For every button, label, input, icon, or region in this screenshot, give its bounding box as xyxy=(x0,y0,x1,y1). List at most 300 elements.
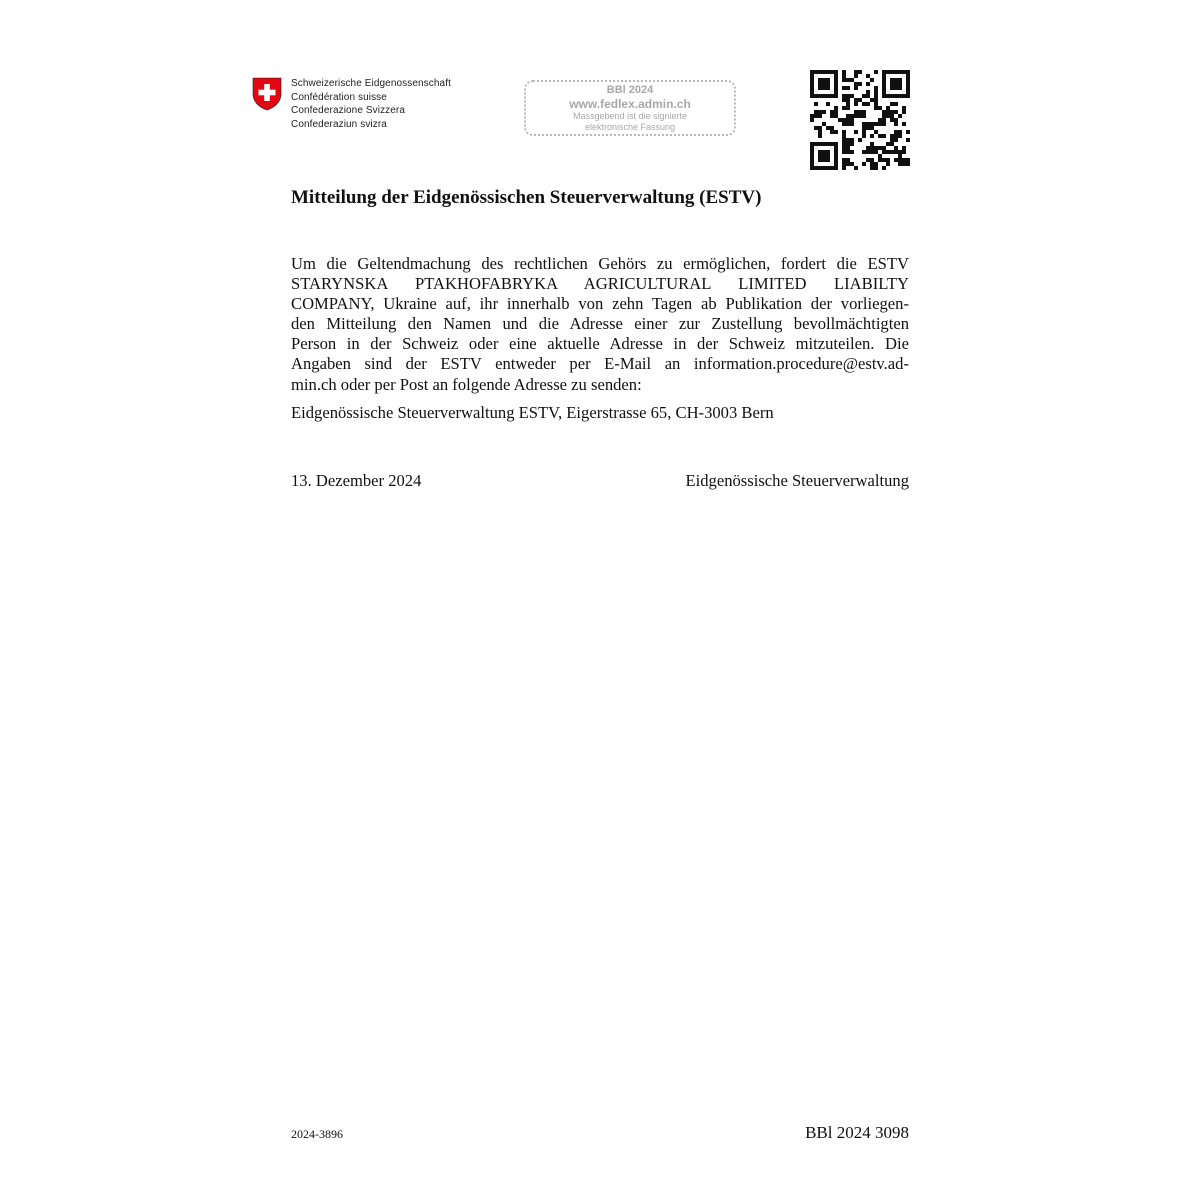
qr-module xyxy=(830,110,834,114)
qr-module xyxy=(898,150,902,154)
signing-authority: Eidgenössische Steuerverwaltung xyxy=(685,471,909,490)
qr-module xyxy=(858,110,862,114)
qr-module xyxy=(858,114,862,118)
qr-module xyxy=(886,106,890,110)
qr-module xyxy=(890,118,894,122)
qr-module xyxy=(854,102,858,106)
qr-module xyxy=(858,70,862,74)
qr-module xyxy=(818,142,822,146)
qr-module xyxy=(882,78,886,82)
qr-module xyxy=(834,158,838,162)
confederation-name-fr: Confédération suisse xyxy=(291,91,387,103)
qr-module xyxy=(858,138,862,142)
postal-address: Eidgenössische Steuerverwaltung ESTV, Eigerstrasse 65, CH-3003 Bern xyxy=(291,403,774,422)
bbl-reference: BBl 2024 3098 xyxy=(805,1123,909,1142)
qr-module xyxy=(902,158,906,162)
qr-module xyxy=(862,94,866,98)
qr-module xyxy=(854,114,858,118)
qr-module xyxy=(826,82,830,86)
qr-module xyxy=(826,166,830,170)
page-title: Mitteilung der Eidgenössischen Steuerverwaltung (ESTV) xyxy=(291,187,762,208)
qr-code-icon xyxy=(810,70,910,170)
qr-module xyxy=(886,150,890,154)
qr-module xyxy=(894,146,898,150)
qr-module xyxy=(906,162,910,166)
qr-module xyxy=(882,94,886,98)
qr-module xyxy=(890,78,894,82)
qr-module xyxy=(810,158,814,162)
qr-module xyxy=(870,158,874,162)
qr-module xyxy=(814,94,818,98)
body-line: STARYNSKA PTAKHOFABRYKA AGRICULTURAL LIMITED LIABILTY xyxy=(291,274,909,294)
qr-module xyxy=(826,70,830,74)
qr-module xyxy=(874,106,878,110)
qr-module xyxy=(822,86,826,90)
qr-module xyxy=(846,78,850,82)
body-line: Um die Geltendmachung des rechtlichen Gehörs zu ermöglichen, fordert die ESTV xyxy=(291,254,909,273)
qr-module xyxy=(834,82,838,86)
qr-module xyxy=(862,102,866,106)
qr-module xyxy=(818,158,822,162)
qr-module xyxy=(834,90,838,94)
qr-module xyxy=(842,142,846,146)
qr-module xyxy=(846,162,850,166)
qr-module xyxy=(822,70,826,74)
qr-module xyxy=(810,118,814,122)
qr-module xyxy=(818,126,822,130)
qr-module xyxy=(842,138,846,142)
qr-module xyxy=(810,90,814,94)
qr-module xyxy=(886,142,890,146)
qr-module xyxy=(822,78,826,82)
qr-module xyxy=(890,102,894,106)
qr-module xyxy=(822,154,826,158)
qr-module xyxy=(874,122,878,126)
qr-module xyxy=(814,102,818,106)
qr-module xyxy=(818,110,822,114)
qr-module xyxy=(906,82,910,86)
qr-module xyxy=(894,86,898,90)
qr-module xyxy=(834,110,838,114)
qr-module xyxy=(878,158,882,162)
qr-module xyxy=(906,74,910,78)
qr-module xyxy=(834,162,838,166)
qr-module xyxy=(826,142,830,146)
publication-date: 13. Dezember 2024 xyxy=(291,471,422,490)
qr-module xyxy=(854,98,858,102)
qr-module xyxy=(846,150,850,154)
qr-module xyxy=(894,122,898,126)
qr-module xyxy=(906,86,910,90)
qr-module xyxy=(894,130,898,134)
qr-module xyxy=(906,78,910,82)
qr-module xyxy=(810,162,814,166)
qr-module xyxy=(886,110,890,114)
qr-module xyxy=(890,70,894,74)
qr-module xyxy=(834,146,838,150)
qr-module xyxy=(810,82,814,86)
confederation-name-rm: Confederaziun svizra xyxy=(291,118,387,130)
qr-module xyxy=(834,78,838,82)
qr-module xyxy=(842,146,846,150)
qr-module xyxy=(878,118,882,122)
qr-module xyxy=(886,114,890,118)
qr-module xyxy=(890,150,894,154)
qr-module xyxy=(862,130,866,134)
qr-module xyxy=(902,146,906,150)
qr-module xyxy=(822,166,826,170)
qr-module xyxy=(814,114,818,118)
qr-module xyxy=(890,94,894,98)
swiss-cross-shield-icon xyxy=(252,77,282,111)
qr-module xyxy=(810,74,814,78)
qr-module xyxy=(842,150,846,154)
qr-module xyxy=(894,150,898,154)
qr-module xyxy=(810,94,814,98)
body-line: min.ch oder per Post an folgende Adresse zu senden: xyxy=(291,374,642,394)
qr-module xyxy=(838,118,842,122)
qr-module xyxy=(874,98,878,102)
qr-module xyxy=(826,150,830,154)
qr-module xyxy=(814,142,818,146)
qr-module xyxy=(874,102,878,106)
qr-module xyxy=(842,130,846,134)
qr-module xyxy=(850,122,854,126)
qr-module xyxy=(882,166,886,170)
qr-module xyxy=(818,82,822,86)
qr-module xyxy=(826,94,830,98)
qr-module xyxy=(846,114,850,118)
qr-module xyxy=(814,110,818,114)
confederation-names xyxy=(291,77,451,131)
qr-module xyxy=(810,86,814,90)
qr-module xyxy=(894,94,898,98)
qr-module xyxy=(862,162,866,166)
qr-module xyxy=(874,86,878,90)
qr-module xyxy=(894,110,898,114)
qr-module xyxy=(882,158,886,162)
qr-module xyxy=(846,98,850,102)
qr-module xyxy=(854,110,858,114)
qr-module xyxy=(882,90,886,94)
qr-module xyxy=(826,154,830,158)
qr-module xyxy=(894,82,898,86)
qr-module xyxy=(906,138,910,142)
qr-module xyxy=(866,82,870,86)
qr-module xyxy=(870,162,874,166)
qr-module xyxy=(858,82,862,86)
qr-module xyxy=(874,150,878,154)
qr-module xyxy=(882,134,886,138)
qr-module xyxy=(830,70,834,74)
qr-module xyxy=(818,166,822,170)
qr-module xyxy=(866,126,870,130)
qr-module xyxy=(882,118,886,122)
qr-module xyxy=(898,82,902,86)
qr-module xyxy=(834,142,838,146)
qr-module xyxy=(894,70,898,74)
qr-module xyxy=(842,86,846,90)
qr-module xyxy=(818,130,822,134)
qr-module xyxy=(898,86,902,90)
qr-module xyxy=(850,162,854,166)
qr-module xyxy=(846,102,850,106)
qr-module xyxy=(898,154,902,158)
qr-module xyxy=(882,70,886,74)
qr-module xyxy=(842,106,846,110)
qr-module xyxy=(890,134,894,138)
qr-module xyxy=(870,146,874,150)
qr-module xyxy=(834,70,838,74)
qr-module xyxy=(874,90,878,94)
qr-module xyxy=(830,114,834,118)
qr-module xyxy=(810,70,814,74)
qr-module xyxy=(850,114,854,118)
qr-module xyxy=(862,126,866,130)
qr-module xyxy=(886,162,890,166)
qr-module xyxy=(862,114,866,118)
qr-module xyxy=(822,142,826,146)
qr-module xyxy=(878,134,882,138)
qr-module xyxy=(878,154,882,158)
qr-module xyxy=(906,70,910,74)
qr-module xyxy=(894,78,898,82)
stamp-note-1: Massgebend ist die signierte xyxy=(572,111,688,121)
qr-module xyxy=(906,94,910,98)
qr-module xyxy=(822,150,826,154)
qr-module xyxy=(822,94,826,98)
qr-module xyxy=(906,90,910,94)
qr-module xyxy=(874,94,878,98)
qr-module xyxy=(818,78,822,82)
qr-module xyxy=(862,150,866,154)
qr-module xyxy=(866,146,870,150)
qr-module xyxy=(898,134,902,138)
qr-module xyxy=(818,150,822,154)
stamp-note-2: elektronische Fassung xyxy=(584,122,676,132)
qr-module xyxy=(834,86,838,90)
qr-module xyxy=(850,118,854,122)
qr-module xyxy=(846,86,850,90)
qr-module xyxy=(890,142,894,146)
official-publication-stamp xyxy=(524,80,736,136)
qr-module xyxy=(866,102,870,106)
qr-module xyxy=(898,78,902,82)
qr-module xyxy=(850,150,854,154)
qr-module xyxy=(854,70,858,74)
qr-module xyxy=(842,162,846,166)
qr-module xyxy=(898,162,902,166)
stamp-url: www.fedlex.admin.ch xyxy=(569,97,691,111)
qr-module xyxy=(862,122,866,126)
qr-module xyxy=(810,146,814,150)
qr-module xyxy=(866,90,870,94)
qr-module xyxy=(810,154,814,158)
qr-module xyxy=(874,130,878,134)
qr-module xyxy=(842,134,846,138)
qr-module xyxy=(842,94,846,98)
qr-module xyxy=(822,122,826,126)
qr-module xyxy=(890,138,894,142)
qr-module xyxy=(898,130,902,134)
document-number: 2024-3896 xyxy=(291,1127,343,1141)
body-line: COMPANY, Ukraine auf, ihr innerhalb von zehn Tagen ab Publikation der vorliegen- xyxy=(291,294,909,314)
qr-module xyxy=(882,122,886,126)
qr-module xyxy=(882,74,886,78)
confederation-name-it: Confederazione Svizzera xyxy=(291,105,406,116)
qr-module xyxy=(810,150,814,154)
qr-module xyxy=(810,78,814,82)
qr-module xyxy=(882,114,886,118)
qr-module xyxy=(834,94,838,98)
qr-module xyxy=(842,70,846,74)
qr-module xyxy=(818,86,822,90)
qr-module xyxy=(866,122,870,126)
qr-module xyxy=(846,138,850,142)
qr-module xyxy=(830,126,834,130)
qr-module xyxy=(898,70,902,74)
qr-module xyxy=(818,114,822,118)
qr-module xyxy=(846,106,850,110)
qr-module xyxy=(850,78,854,82)
qr-module xyxy=(826,102,830,106)
qr-module xyxy=(878,122,882,126)
qr-module xyxy=(842,158,846,162)
body-line: Person in der Schweiz oder eine aktuelle Adresse in der Schweiz mitzuteilen. Die xyxy=(291,334,909,354)
body-line: den Mitteilung den Namen und die Adresse einer zur Zustellung bevollmächtigten xyxy=(291,314,909,334)
qr-module xyxy=(890,86,894,90)
notice-body xyxy=(291,254,909,395)
stamp-publication: BBl 2024 xyxy=(606,84,654,96)
qr-module xyxy=(846,142,850,146)
qr-module xyxy=(902,110,906,114)
qr-module xyxy=(902,162,906,166)
qr-module xyxy=(902,122,906,126)
qr-module xyxy=(882,82,886,86)
qr-module xyxy=(822,158,826,162)
qr-module xyxy=(886,158,890,162)
qr-module xyxy=(834,150,838,154)
qr-module xyxy=(846,158,850,162)
qr-module xyxy=(878,146,882,150)
qr-module xyxy=(814,70,818,74)
qr-module xyxy=(882,146,886,150)
qr-module xyxy=(826,126,830,130)
qr-module xyxy=(818,94,822,98)
qr-module xyxy=(866,158,870,162)
qr-module xyxy=(854,166,858,170)
qr-module xyxy=(894,102,898,106)
qr-module xyxy=(882,86,886,90)
qr-module xyxy=(886,70,890,74)
qr-module xyxy=(870,98,874,102)
qr-module xyxy=(850,138,854,142)
qr-module xyxy=(834,130,838,134)
qr-module xyxy=(898,158,902,162)
qr-module xyxy=(826,86,830,90)
qr-module xyxy=(862,110,866,114)
qr-module xyxy=(834,74,838,78)
qr-module xyxy=(870,122,874,126)
qr-module xyxy=(894,134,898,138)
qr-module xyxy=(830,142,834,146)
qr-module xyxy=(830,94,834,98)
qr-module xyxy=(846,146,850,150)
qr-module xyxy=(826,78,830,82)
qr-module xyxy=(842,122,846,126)
qr-module xyxy=(846,122,850,126)
qr-module xyxy=(886,94,890,98)
qr-module xyxy=(882,110,886,114)
qr-module xyxy=(902,94,906,98)
qr-module xyxy=(870,126,874,130)
qr-module xyxy=(834,154,838,158)
qr-module xyxy=(854,74,858,78)
qr-module xyxy=(822,82,826,86)
qr-module xyxy=(890,110,894,114)
qr-module xyxy=(882,150,886,154)
qr-module xyxy=(898,114,902,118)
qr-module xyxy=(894,118,898,122)
qr-module xyxy=(834,106,838,110)
qr-module xyxy=(842,118,846,122)
qr-module xyxy=(842,78,846,82)
qr-module xyxy=(902,106,906,110)
confederation-name-de: Schweizerische Eidgenossenschaft xyxy=(291,78,451,89)
qr-module xyxy=(846,118,850,122)
qr-module xyxy=(870,150,874,154)
qr-module xyxy=(874,146,878,150)
qr-module xyxy=(814,166,818,170)
qr-module xyxy=(874,166,878,170)
qr-module xyxy=(850,142,854,146)
qr-module xyxy=(822,110,826,114)
qr-module xyxy=(862,134,866,138)
qr-module xyxy=(902,150,906,154)
qr-module xyxy=(870,78,874,82)
qr-module xyxy=(870,142,874,146)
qr-module xyxy=(810,114,814,118)
qr-module xyxy=(854,130,858,134)
qr-module xyxy=(834,114,838,118)
qr-module xyxy=(874,162,878,166)
qr-module xyxy=(818,154,822,158)
qr-module xyxy=(842,98,846,102)
qr-module xyxy=(866,150,870,154)
qr-module xyxy=(818,70,822,74)
qr-module xyxy=(842,166,846,170)
qr-module xyxy=(846,94,850,98)
qr-module xyxy=(890,82,894,86)
qr-module xyxy=(810,166,814,170)
qr-module xyxy=(842,74,846,78)
qr-module xyxy=(834,166,838,170)
qr-module xyxy=(902,70,906,74)
qr-module xyxy=(906,130,910,134)
qr-module xyxy=(894,158,898,162)
qr-module xyxy=(854,86,858,90)
qr-module xyxy=(874,70,878,74)
qr-module xyxy=(830,130,834,134)
qr-module xyxy=(814,126,818,130)
qr-module xyxy=(866,94,870,98)
qr-module xyxy=(894,138,898,142)
qr-module xyxy=(826,158,830,162)
qr-module xyxy=(898,94,902,98)
qr-module xyxy=(850,94,854,98)
qr-module xyxy=(830,166,834,170)
qr-module xyxy=(866,74,870,78)
